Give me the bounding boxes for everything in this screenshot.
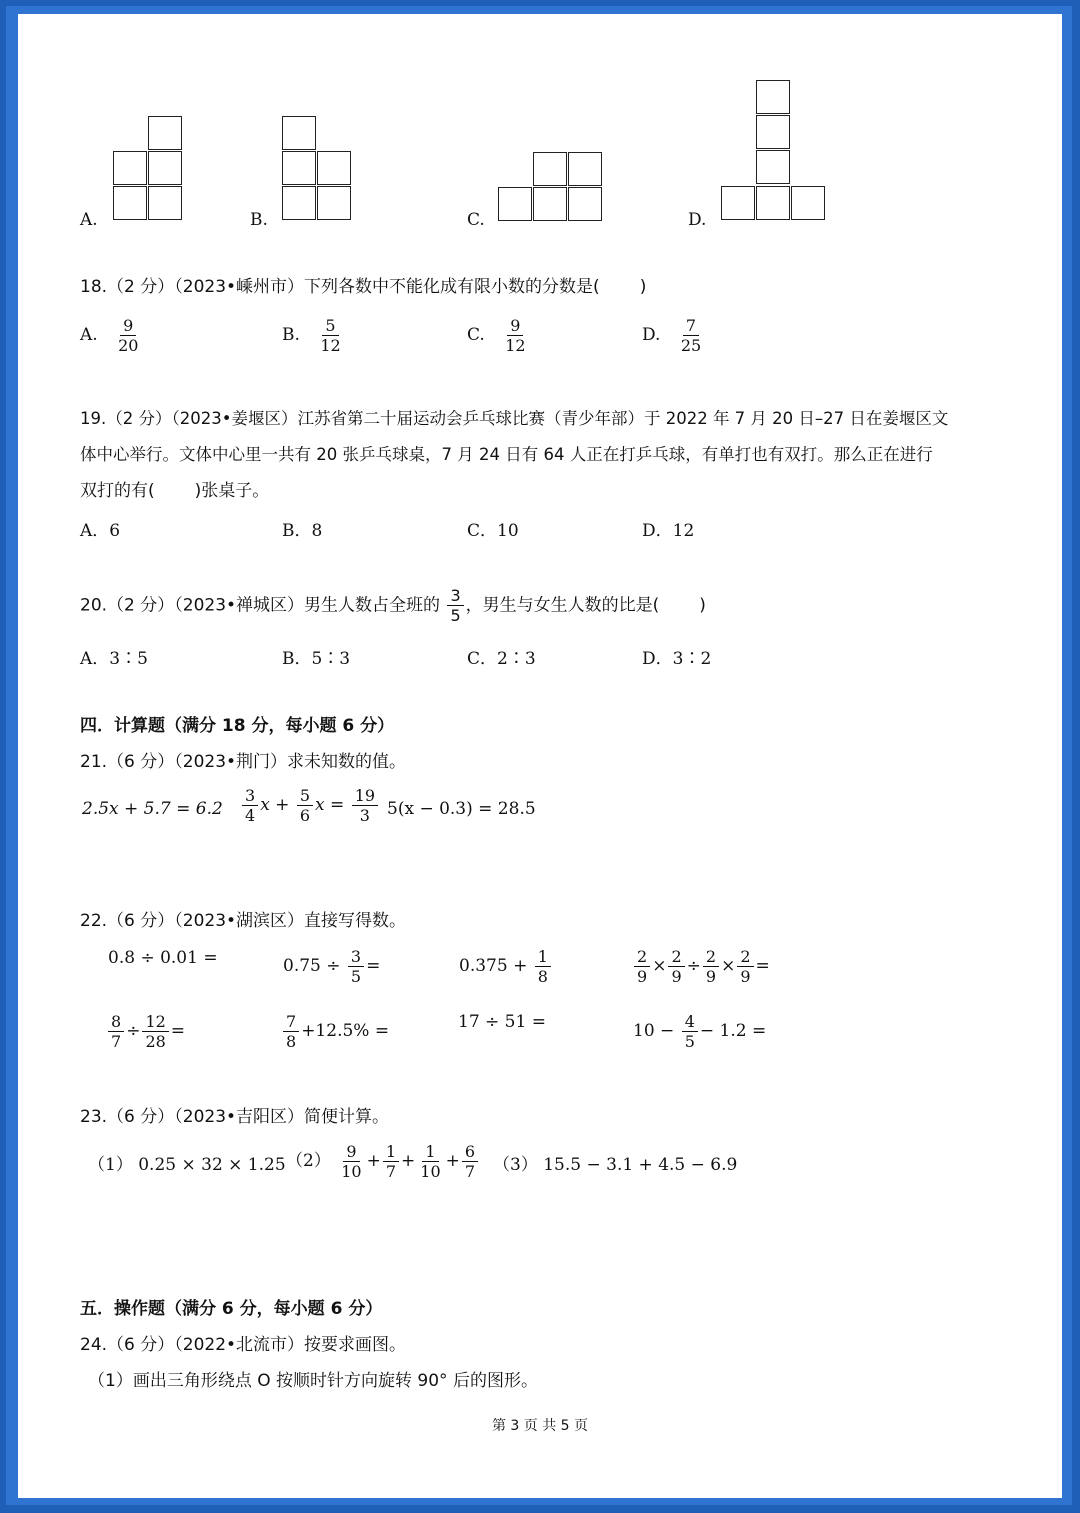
fraction-numerator: 12 (142, 1012, 168, 1032)
fraction-denominator: 12 (505, 336, 526, 355)
operator: = (755, 956, 770, 976)
fraction-numerator: 2 (634, 947, 650, 967)
q21-stem: 21.（6 分）（2023•荆门）求未知数的值。 (80, 752, 407, 772)
fraction-denominator: 5 (450, 606, 461, 625)
fraction-denominator: 8 (286, 1032, 297, 1051)
fraction-numerator: 3 (348, 947, 364, 967)
operator: + (401, 1151, 416, 1171)
q20-close: ) (699, 595, 706, 616)
q18-label-b: B. (282, 325, 300, 345)
cube-square (721, 186, 755, 220)
q18-label-a: A. (80, 325, 98, 345)
operator: × (652, 956, 667, 976)
fraction-denominator: 10 (341, 1162, 362, 1181)
section-5-title: 五．操作题（满分 6 分，每小题 6 分） (80, 1299, 383, 1319)
operator: ÷ (126, 1021, 141, 1041)
part-number: （2） (286, 1151, 331, 1171)
cube-square (498, 187, 532, 221)
q20-option-d: D．3∶2 (642, 649, 712, 669)
expression-term: − 1.2 = (699, 1021, 767, 1041)
q17-label-a: A. (80, 210, 98, 230)
q22-expr-4 (632, 947, 770, 986)
expression-term: +12.5% = (301, 1021, 390, 1041)
fraction-numerator: 1 (383, 1142, 399, 1162)
q22-expr-8 (633, 1012, 766, 1051)
fraction-numerator: 5 (297, 786, 313, 806)
fraction-numerator: 1 (535, 947, 551, 967)
q18-option-b (282, 316, 346, 355)
q23-part-3: （3） 15.5 − 3.1 + 4.5 − 6.9 (493, 1155, 738, 1175)
q22-expr-3 (459, 947, 553, 986)
q18-label-d: D. (642, 325, 661, 345)
cube-square (148, 186, 182, 220)
fraction-denominator: 9 (637, 967, 648, 986)
cube-square (148, 116, 182, 150)
cube-square (756, 186, 790, 220)
q20-stem (80, 586, 706, 625)
q18-close: ) (639, 277, 647, 297)
q19-line3-start: 双打的有( (80, 481, 155, 501)
cube-square (113, 151, 147, 185)
cube-square (533, 152, 567, 186)
q19-option-a: A．6 (80, 521, 121, 541)
q20-option-c: C．2∶3 (467, 649, 536, 669)
q22-expr-7: 17 ÷ 51 = (458, 1012, 546, 1032)
q20-option-b: B．5∶3 (282, 649, 351, 669)
q18-option-a (80, 316, 143, 355)
q22-expr-6 (281, 1012, 389, 1051)
fraction-numerator: 7 (283, 1012, 299, 1032)
cube-square (317, 186, 351, 220)
fraction-denominator: 9 (740, 967, 751, 986)
cube-square (148, 151, 182, 185)
cube-square (756, 115, 790, 149)
q22-expr-1: 0.8 ÷ 0.01 = (108, 948, 218, 968)
cube-square (282, 186, 316, 220)
fraction-numerator: 9 (120, 316, 136, 336)
q21-equation-3: 5(x − 0.3) = 28.5 (387, 799, 536, 819)
operator: = (170, 1021, 186, 1041)
operator: × (721, 956, 736, 976)
q19-option-d: D．12 (642, 521, 695, 541)
fraction-denominator: 5 (350, 967, 362, 986)
cube-square (791, 186, 825, 220)
section-4-title: 四．计算题（满分 18 分，每小题 6 分） (80, 716, 395, 736)
fraction-numerator: 5 (322, 316, 338, 336)
q23-part-1: （1） 0.25 × 32 × 1.25 (88, 1155, 286, 1175)
q18-option-c (467, 316, 531, 355)
fraction-denominator: 7 (111, 1032, 122, 1051)
exam-page (18, 14, 1062, 1498)
q24-stem: 24.（6 分）（2022•北流市）按要求画图。 (80, 1335, 407, 1355)
fraction-denominator: 28 (145, 1032, 166, 1051)
q19-line3-end: )张桌子。 (194, 481, 270, 501)
fraction-denominator: 25 (680, 336, 702, 355)
operator: ÷ (686, 956, 701, 976)
cube-square (317, 151, 351, 185)
fraction-denominator: 8 (537, 967, 548, 986)
fraction-denominator: 4 (245, 806, 256, 825)
q17-label-c: C. (467, 210, 485, 230)
expression-term: 10 − (633, 1021, 675, 1041)
q19-line1: 19.（2 分）（2023•姜堰区）江苏省第二十届运动会乒乓球比赛（青少年部）于 2022 年 7 月 20 日–27 日在姜堰区文 (80, 409, 949, 428)
fraction-numerator: 4 (682, 1012, 698, 1032)
fraction-numerator: 9 (507, 316, 523, 336)
page-footer: 第 3 页 共 5 页 (491, 1418, 589, 1434)
q22-expr-5 (106, 1012, 185, 1051)
q23-part-2 (286, 1142, 480, 1181)
fraction-numerator: 7 (683, 316, 699, 336)
q19-option-b: B．8 (282, 521, 323, 541)
q18-text: 18.（2 分）（2023•嵊州市）下列各数中不能化成有限小数的分数是( (80, 277, 600, 297)
fraction-denominator: 5 (684, 1032, 695, 1051)
q18-stem (80, 277, 646, 297)
fraction-denominator: 7 (464, 1162, 476, 1181)
q17-label-b: B. (250, 210, 268, 230)
q22-stem: 22.（6 分）（2023•湖滨区）直接写得数。 (80, 911, 407, 931)
cube-square (568, 187, 602, 221)
operator: + (366, 1151, 381, 1171)
q20-option-a: A．3∶5 (80, 649, 148, 669)
q23-stem: 23.（6 分）（2023•吉阳区）简便计算。 (80, 1107, 390, 1127)
fraction-denominator: 9 (671, 967, 682, 986)
q19-line2: 体中心举行。文体中心里一共有 20 张乒乓球桌，7 月 24 日有 64 人正在打乒乓球，有单打也有双打。那么正在进行 (80, 445, 933, 464)
fraction-denominator: 9 (705, 967, 717, 986)
q18-label-c: C. (467, 325, 485, 345)
q22-expr-2 (283, 947, 380, 986)
fraction-denominator: 3 (359, 806, 370, 825)
expression-term: 0.375 + (459, 956, 528, 976)
q17-label-d: D. (688, 210, 707, 230)
cube-square (282, 116, 316, 150)
fraction-numerator: 3 (242, 786, 258, 806)
fraction-numerator: 2 (668, 947, 684, 967)
fraction-numerator: 19 (352, 786, 378, 806)
q19-line3 (80, 481, 269, 501)
q20-text-end: ，男生与女生人数的比是( (465, 595, 660, 616)
operator: + (445, 1151, 460, 1171)
expression-term: 0.75 ÷ (283, 956, 341, 976)
fraction-denominator: 12 (320, 336, 341, 355)
cube-square (533, 187, 567, 221)
fraction-numerator: 8 (108, 1012, 124, 1032)
cube-square (113, 186, 147, 220)
q21-equation-2 (240, 786, 380, 825)
q21-equation-1: 2.5x + 5.7 = 6.2 (82, 799, 223, 819)
fraction-numerator: 1 (422, 1142, 438, 1162)
q19-option-c: C．10 (467, 521, 519, 541)
cube-square (756, 80, 790, 114)
fraction-numerator: 3 (447, 586, 463, 606)
q18-option-d (642, 316, 706, 355)
q20-text-start: 20.（2 分）（2023•禅城区）男生人数占全班的 (80, 595, 441, 616)
cube-square (756, 150, 790, 184)
fraction-numerator: 6 (462, 1142, 478, 1162)
fraction-numerator: 2 (703, 947, 719, 967)
equation-term: x + (260, 795, 290, 815)
fraction-numerator: 2 (737, 947, 753, 967)
fraction-denominator: 20 (118, 336, 139, 355)
cube-square (282, 151, 316, 185)
fraction-numerator: 9 (343, 1142, 359, 1162)
expression-term: = (366, 956, 381, 976)
fraction-denominator: 7 (385, 1162, 397, 1181)
q24-sub1: （1）画出三角形绕点 O 按顺时针方向旋转 90° 后的图形。 (88, 1371, 538, 1391)
fraction-denominator: 6 (299, 806, 311, 825)
equation-term: x = (315, 795, 345, 815)
cube-square (568, 152, 602, 186)
fraction-denominator: 10 (420, 1162, 441, 1181)
